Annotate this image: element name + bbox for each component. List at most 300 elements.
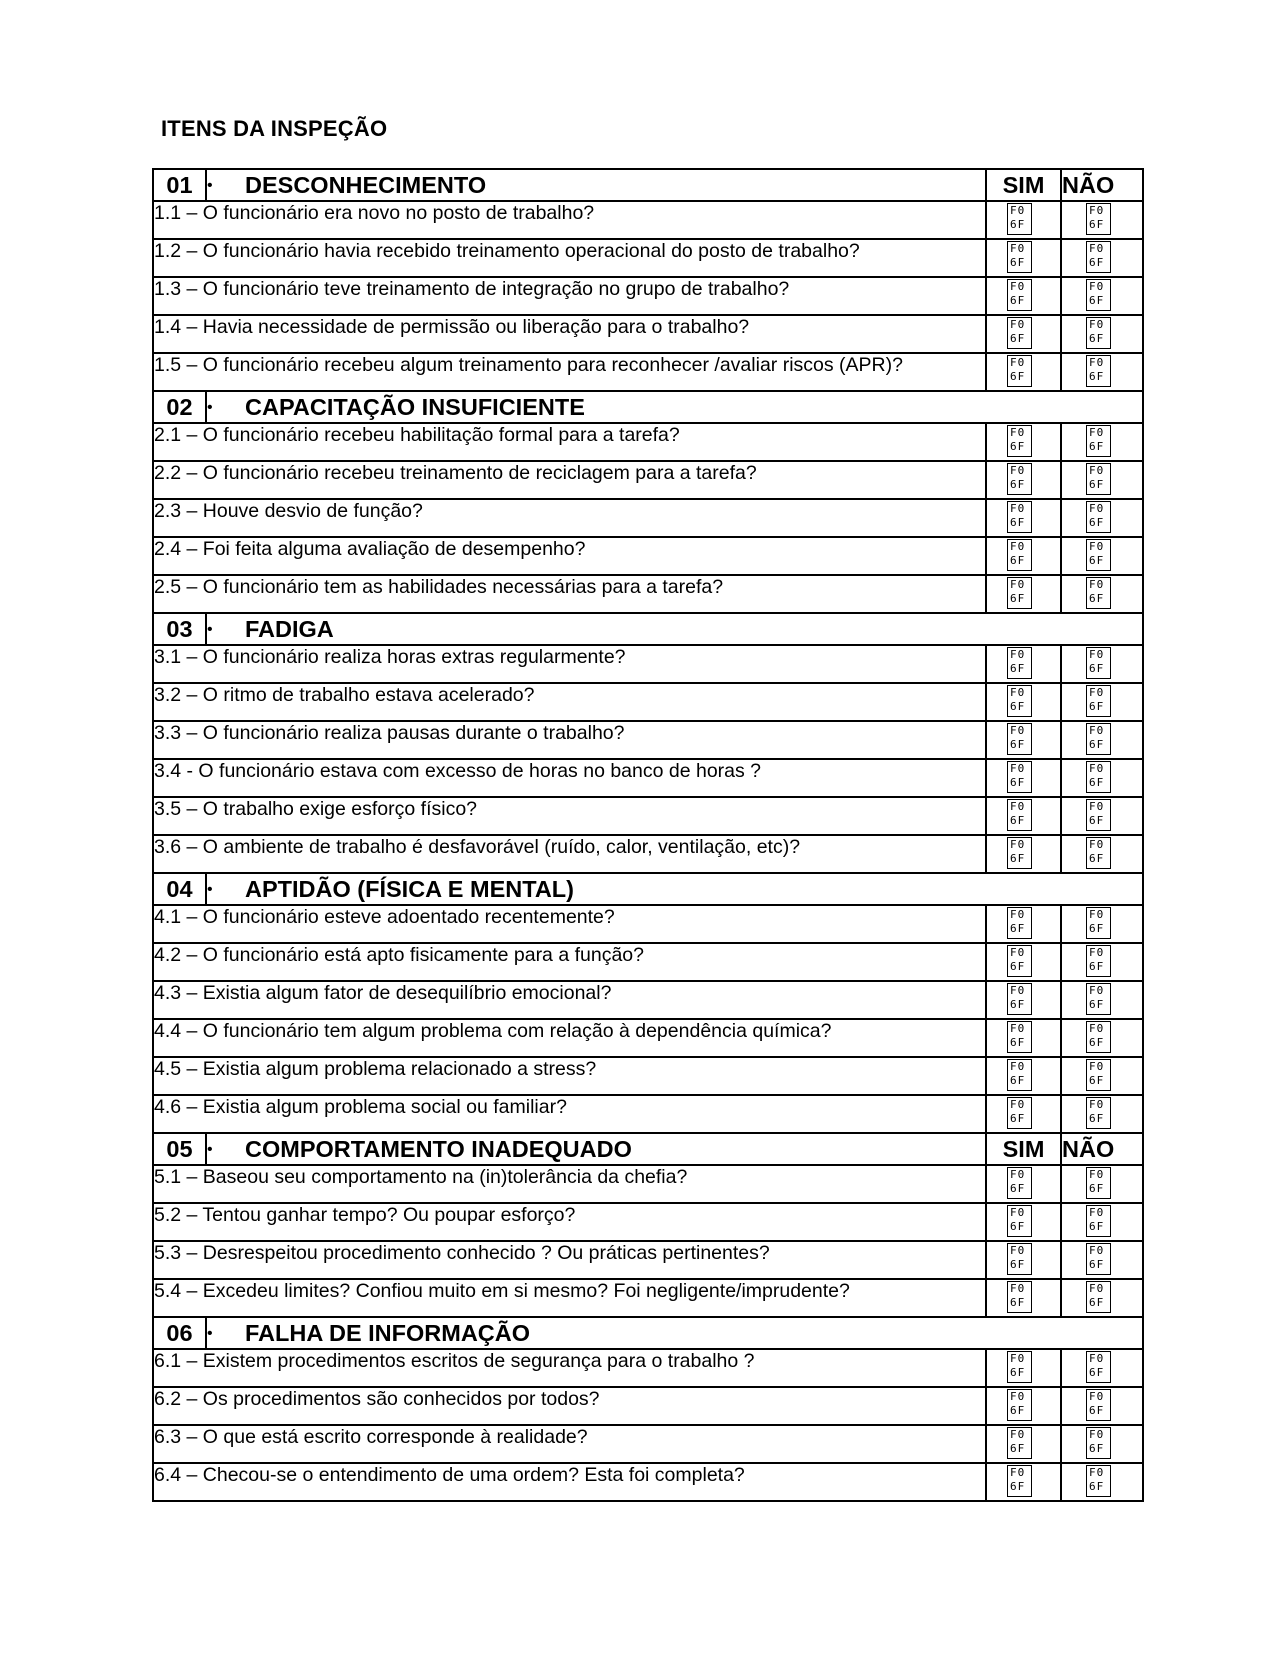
question-row [153, 315, 1143, 353]
sim-checkbox[interactable] [1007, 1389, 1032, 1421]
checkbox-code-line1: F0 [1089, 502, 1105, 515]
checkbox-code-line1: F0 [1089, 762, 1105, 775]
checkbox-code-line1: F0 [1010, 984, 1026, 997]
nao-answer-cell [1061, 905, 1143, 943]
nao-checkbox[interactable] [1086, 241, 1111, 273]
question-row [153, 1463, 1143, 1501]
checkbox-code-line2: 6F [1010, 1074, 1026, 1087]
nao-answer-cell [1061, 461, 1143, 499]
sim-answer-cell [986, 575, 1061, 613]
bullet-icon: • [207, 399, 213, 417]
nao-answer-cell [1061, 1241, 1143, 1279]
sim-checkbox[interactable] [1007, 1281, 1032, 1313]
sim-answer-cell [986, 645, 1061, 683]
nao-checkbox[interactable] [1086, 1243, 1111, 1275]
sim-answer-cell [986, 1165, 1061, 1203]
checkbox-code-line1: F0 [1089, 1390, 1105, 1403]
nao-checkbox[interactable] [1086, 983, 1111, 1015]
sim-answer-cell [986, 1057, 1061, 1095]
checkbox-code-line1: F0 [1010, 1206, 1026, 1219]
section-number: 04 [153, 873, 206, 905]
question-text: 4.4 – O funcionário tem algum problema com relação à dependência química? [153, 1019, 986, 1057]
checkbox-code-line1: F0 [1089, 578, 1105, 591]
column-header-nao: NÃO [1061, 169, 1143, 201]
section-header [153, 873, 1143, 905]
checkbox-code-line1: F0 [1010, 838, 1026, 851]
sim-checkbox[interactable] [1007, 799, 1032, 831]
section-title-cell [206, 873, 1143, 905]
checkbox-code-line1: F0 [1010, 1428, 1026, 1441]
checkbox-code-line1: F0 [1010, 540, 1026, 553]
question-text: 1.5 – O funcionário recebeu algum treinamento para reconhecer /avaliar riscos (APR)? [153, 353, 986, 391]
sim-checkbox[interactable] [1007, 463, 1032, 495]
nao-checkbox[interactable] [1086, 945, 1111, 977]
sim-checkbox[interactable] [1007, 241, 1032, 273]
nao-answer-cell [1061, 575, 1143, 613]
sim-checkbox[interactable] [1007, 837, 1032, 869]
checkbox-code-line2: 6F [1010, 960, 1026, 973]
checkbox-code-line2: 6F [1089, 1366, 1105, 1379]
sim-checkbox[interactable] [1007, 907, 1032, 939]
nao-checkbox[interactable] [1086, 463, 1111, 495]
checkbox-code-line2: 6F [1089, 1480, 1105, 1493]
checkbox-code-line2: 6F [1010, 440, 1026, 453]
sim-answer-cell [986, 683, 1061, 721]
checkbox-code-line2: 6F [1010, 554, 1026, 567]
checkbox-code-line1: F0 [1089, 1282, 1105, 1295]
sim-checkbox[interactable] [1007, 1465, 1032, 1497]
sim-checkbox[interactable] [1007, 723, 1032, 755]
checkbox-code-line2: 6F [1089, 1404, 1105, 1417]
nao-answer-cell [1061, 277, 1143, 315]
question-row [153, 645, 1143, 683]
checkbox-code-line2: 6F [1010, 1182, 1026, 1195]
sim-answer-cell [986, 1387, 1061, 1425]
sim-answer-cell [986, 499, 1061, 537]
sim-answer-cell [986, 797, 1061, 835]
checkbox-code-line1: F0 [1089, 204, 1105, 217]
nao-checkbox[interactable] [1086, 1059, 1111, 1091]
question-row [153, 981, 1143, 1019]
nao-answer-cell [1061, 537, 1143, 575]
checkbox-code-line1: F0 [1089, 648, 1105, 661]
question-text: 3.2 – O ritmo de trabalho estava acelerado? [153, 683, 986, 721]
question-text: 5.1 – Baseou seu comportamento na (in)tolerância da chefia? [153, 1165, 986, 1203]
sim-answer-cell [986, 1279, 1061, 1317]
checkbox-code-line1: F0 [1089, 318, 1105, 331]
question-row [153, 1279, 1143, 1317]
checkbox-code-line1: F0 [1089, 464, 1105, 477]
checkbox-code-line2: 6F [1089, 256, 1105, 269]
sim-checkbox[interactable] [1007, 317, 1032, 349]
checkbox-code-line2: 6F [1010, 1112, 1026, 1125]
checkbox-code-line1: F0 [1010, 724, 1026, 737]
section-title-cell [206, 169, 986, 201]
checkbox-code-line1: F0 [1010, 318, 1026, 331]
section-title: APTIDÃO (FÍSICA E MENTAL) [245, 875, 574, 902]
nao-checkbox[interactable] [1086, 203, 1111, 235]
nao-answer-cell [1061, 353, 1143, 391]
nao-answer-cell [1061, 721, 1143, 759]
sim-answer-cell [986, 277, 1061, 315]
checkbox-code-line2: 6F [1089, 814, 1105, 827]
checkbox-code-line2: 6F [1010, 1220, 1026, 1233]
checkbox-code-line1: F0 [1010, 502, 1026, 515]
nao-answer-cell [1061, 1057, 1143, 1095]
checkbox-code-line2: 6F [1089, 440, 1105, 453]
question-text: 3.5 – O trabalho exige esforço físico? [153, 797, 986, 835]
sim-answer-cell [986, 315, 1061, 353]
checkbox-code-line1: F0 [1010, 1244, 1026, 1257]
checkbox-code-line2: 6F [1010, 922, 1026, 935]
checkbox-code-line1: F0 [1010, 356, 1026, 369]
sim-answer-cell [986, 353, 1061, 391]
checkbox-code-line2: 6F [1010, 256, 1026, 269]
sim-checkbox[interactable] [1007, 279, 1032, 311]
checkbox-code-line2: 6F [1089, 1220, 1105, 1233]
sim-checkbox[interactable] [1007, 501, 1032, 533]
checkbox-code-line1: F0 [1010, 1060, 1026, 1073]
section-header [153, 1133, 1143, 1165]
sim-checkbox[interactable] [1007, 761, 1032, 793]
question-text: 6.2 – Os procedimentos são conhecidos por todos? [153, 1387, 986, 1425]
sim-answer-cell [986, 1425, 1061, 1463]
checkbox-code-line2: 6F [1010, 998, 1026, 1011]
sim-checkbox[interactable] [1007, 577, 1032, 609]
question-row [153, 1349, 1143, 1387]
sim-answer-cell [986, 905, 1061, 943]
checkbox-code-line1: F0 [1089, 908, 1105, 921]
checkbox-code-line1: F0 [1089, 984, 1105, 997]
section-title: CAPACITAÇÃO INSUFICIENTE [245, 393, 585, 420]
sim-checkbox[interactable] [1007, 355, 1032, 387]
checkbox-code-line1: F0 [1010, 800, 1026, 813]
bullet-icon: • [207, 881, 213, 899]
checkbox-code-line1: F0 [1089, 280, 1105, 293]
checkbox-code-line1: F0 [1089, 1244, 1105, 1257]
sim-checkbox[interactable] [1007, 1205, 1032, 1237]
checkbox-code-line2: 6F [1010, 776, 1026, 789]
checkbox-code-line1: F0 [1089, 838, 1105, 851]
bullet-icon: • [207, 1325, 213, 1343]
nao-answer-cell [1061, 1463, 1143, 1501]
question-text: 3.1 – O funcionário realiza horas extras regularmente? [153, 645, 986, 683]
sim-answer-cell [986, 1019, 1061, 1057]
section-number: 01 [153, 169, 206, 201]
checkbox-code-line1: F0 [1010, 1352, 1026, 1365]
checkbox-code-line2: 6F [1010, 516, 1026, 529]
question-row [153, 943, 1143, 981]
question-row [153, 1165, 1143, 1203]
checkbox-code-line2: 6F [1089, 294, 1105, 307]
question-row [153, 1241, 1143, 1279]
checkbox-code-line2: 6F [1010, 738, 1026, 751]
nao-answer-cell [1061, 683, 1143, 721]
nao-checkbox[interactable] [1086, 1351, 1111, 1383]
checkbox-code-line2: 6F [1089, 700, 1105, 713]
sim-checkbox[interactable] [1007, 1167, 1032, 1199]
question-row [153, 201, 1143, 239]
column-header-sim: SIM [986, 169, 1061, 201]
sim-checkbox[interactable] [1007, 983, 1032, 1015]
question-row [153, 683, 1143, 721]
page-title: ITENS DA INSPEÇÃO [161, 116, 388, 141]
checkbox-code-line2: 6F [1010, 218, 1026, 231]
sim-answer-cell [986, 943, 1061, 981]
checkbox-code-line2: 6F [1089, 370, 1105, 383]
sim-answer-cell [986, 759, 1061, 797]
nao-checkbox[interactable] [1086, 1427, 1111, 1459]
question-text: 6.4 – Checou-se o entendimento de uma ordem? Esta foi completa? [153, 1463, 986, 1501]
sim-answer-cell [986, 423, 1061, 461]
sim-checkbox[interactable] [1007, 1021, 1032, 1053]
inspection-table [152, 168, 1144, 1502]
sim-answer-cell [986, 721, 1061, 759]
checkbox-code-line2: 6F [1089, 852, 1105, 865]
checkbox-code-line2: 6F [1089, 592, 1105, 605]
nao-checkbox[interactable] [1086, 1097, 1111, 1129]
bullet-icon: • [207, 621, 213, 639]
checkbox-code-line1: F0 [1010, 686, 1026, 699]
checkbox-code-line2: 6F [1010, 852, 1026, 865]
checkbox-code-line1: F0 [1089, 540, 1105, 553]
question-row [153, 537, 1143, 575]
section-header [153, 613, 1143, 645]
question-text: 4.2 – O funcionário está apto fisicamente para a função? [153, 943, 986, 981]
section-title-cell [206, 1317, 1143, 1349]
nao-checkbox[interactable] [1086, 279, 1111, 311]
nao-answer-cell [1061, 645, 1143, 683]
nao-answer-cell [1061, 239, 1143, 277]
checkbox-code-line2: 6F [1010, 1258, 1026, 1271]
nao-checkbox[interactable] [1086, 647, 1111, 679]
section-title-cell [206, 1133, 986, 1165]
checkbox-code-line1: F0 [1010, 426, 1026, 439]
question-row [153, 1019, 1143, 1057]
nao-checkbox[interactable] [1086, 1389, 1111, 1421]
question-text: 3.3 – O funcionário realiza pausas durante o trabalho? [153, 721, 986, 759]
sim-answer-cell [986, 1203, 1061, 1241]
nao-checkbox[interactable] [1086, 685, 1111, 717]
section-number: 03 [153, 613, 206, 645]
checkbox-code-line1: F0 [1010, 1098, 1026, 1111]
checkbox-code-line1: F0 [1010, 464, 1026, 477]
sim-checkbox[interactable] [1007, 1243, 1032, 1275]
question-text: 1.1 – O funcionário era novo no posto de trabalho? [153, 201, 986, 239]
nao-checkbox[interactable] [1086, 355, 1111, 387]
checkbox-code-line2: 6F [1089, 960, 1105, 973]
checkbox-code-line2: 6F [1089, 478, 1105, 491]
sim-checkbox[interactable] [1007, 1097, 1032, 1129]
checkbox-code-line2: 6F [1010, 1442, 1026, 1455]
question-text: 5.2 – Tentou ganhar tempo? Ou poupar esforço? [153, 1203, 986, 1241]
question-row [153, 423, 1143, 461]
checkbox-code-line2: 6F [1089, 1442, 1105, 1455]
checkbox-code-line1: F0 [1089, 356, 1105, 369]
nao-checkbox[interactable] [1086, 837, 1111, 869]
checkbox-code-line1: F0 [1089, 1466, 1105, 1479]
nao-checkbox[interactable] [1086, 761, 1111, 793]
checkbox-code-line1: F0 [1010, 1282, 1026, 1295]
sim-checkbox[interactable] [1007, 685, 1032, 717]
section-title-cell [206, 613, 1143, 645]
question-text: 3.4 - O funcionário estava com excesso de horas no banco de horas ? [153, 759, 986, 797]
sim-checkbox[interactable] [1007, 203, 1032, 235]
question-text: 1.3 – O funcionário teve treinamento de integração no grupo de trabalho? [153, 277, 986, 315]
question-text: 2.1 – O funcionário recebeu habilitação formal para a tarefa? [153, 423, 986, 461]
nao-checkbox[interactable] [1086, 539, 1111, 571]
checkbox-code-line2: 6F [1010, 1296, 1026, 1309]
sim-checkbox[interactable] [1007, 1427, 1032, 1459]
question-row [153, 721, 1143, 759]
question-text: 4.6 – Existia algum problema social ou familiar? [153, 1095, 986, 1133]
checkbox-code-line2: 6F [1089, 662, 1105, 675]
checkbox-code-line1: F0 [1010, 242, 1026, 255]
checkbox-code-line1: F0 [1089, 724, 1105, 737]
nao-checkbox[interactable] [1086, 317, 1111, 349]
nao-answer-cell [1061, 759, 1143, 797]
sim-answer-cell [986, 981, 1061, 1019]
checkbox-code-line1: F0 [1010, 280, 1026, 293]
checkbox-code-line1: F0 [1089, 1168, 1105, 1181]
checkbox-code-line1: F0 [1010, 648, 1026, 661]
question-row [153, 1057, 1143, 1095]
sim-answer-cell [986, 1095, 1061, 1133]
question-row [153, 797, 1143, 835]
nao-checkbox[interactable] [1086, 907, 1111, 939]
question-row [153, 499, 1143, 537]
checkbox-code-line1: F0 [1010, 762, 1026, 775]
nao-checkbox[interactable] [1086, 723, 1111, 755]
section-title: FALHA DE INFORMAÇÃO [245, 1319, 531, 1346]
question-text: 1.2 – O funcionário havia recebido treinamento operacional do posto de trabalho? [153, 239, 986, 277]
question-row [153, 353, 1143, 391]
sim-answer-cell [986, 537, 1061, 575]
sim-answer-cell [986, 1463, 1061, 1501]
nao-checkbox[interactable] [1086, 1021, 1111, 1053]
section-title: DESCONHECIMENTO [245, 171, 487, 198]
section-title: FADIGA [245, 615, 334, 642]
nao-answer-cell [1061, 1165, 1143, 1203]
question-text: 2.3 – Houve desvio de função? [153, 499, 986, 537]
checkbox-code-line2: 6F [1089, 1112, 1105, 1125]
question-text: 5.3 – Desrespeitou procedimento conhecido ? Ou práticas pertinentes? [153, 1241, 986, 1279]
nao-answer-cell [1061, 1019, 1143, 1057]
question-text: 1.4 – Havia necessidade de permissão ou liberação para o trabalho? [153, 315, 986, 353]
checkbox-code-line1: F0 [1089, 1352, 1105, 1365]
nao-checkbox[interactable] [1086, 1281, 1111, 1313]
nao-checkbox[interactable] [1086, 501, 1111, 533]
nao-checkbox[interactable] [1086, 1205, 1111, 1237]
nao-answer-cell [1061, 1387, 1143, 1425]
column-header-nao: NÃO [1061, 1133, 1143, 1165]
sim-checkbox[interactable] [1007, 945, 1032, 977]
section-title-cell [206, 391, 1143, 423]
checkbox-code-line2: 6F [1010, 478, 1026, 491]
sim-answer-cell [986, 835, 1061, 873]
checkbox-code-line2: 6F [1010, 1480, 1026, 1493]
nao-checkbox[interactable] [1086, 425, 1111, 457]
nao-answer-cell [1061, 835, 1143, 873]
nao-checkbox[interactable] [1086, 1167, 1111, 1199]
section-header [153, 169, 1143, 201]
question-row [153, 1095, 1143, 1133]
checkbox-code-line1: F0 [1010, 1022, 1026, 1035]
nao-answer-cell [1061, 943, 1143, 981]
checkbox-code-line2: 6F [1010, 1036, 1026, 1049]
checkbox-code-line1: F0 [1089, 1428, 1105, 1441]
sim-checkbox[interactable] [1007, 647, 1032, 679]
checkbox-code-line2: 6F [1010, 592, 1026, 605]
checkbox-code-line2: 6F [1010, 700, 1026, 713]
checkbox-code-line2: 6F [1089, 554, 1105, 567]
section-header [153, 1317, 1143, 1349]
question-text: 3.6 – O ambiente de trabalho é desfavorável (ruído, calor, ventilação, etc)? [153, 835, 986, 873]
checkbox-code-line2: 6F [1010, 294, 1026, 307]
checkbox-code-line1: F0 [1089, 800, 1105, 813]
checkbox-code-line2: 6F [1089, 332, 1105, 345]
section-number: 02 [153, 391, 206, 423]
question-text: 4.1 – O funcionário esteve adoentado recentemente? [153, 905, 986, 943]
bullet-icon: • [207, 177, 213, 195]
question-text: 5.4 – Excedeu limites? Confiou muito em si mesmo? Foi negligente/imprudente? [153, 1279, 986, 1317]
sim-checkbox[interactable] [1007, 539, 1032, 571]
question-row [153, 575, 1143, 613]
checkbox-code-line2: 6F [1089, 1182, 1105, 1195]
nao-answer-cell [1061, 797, 1143, 835]
checkbox-code-line2: 6F [1089, 1036, 1105, 1049]
question-text: 2.4 – Foi feita alguma avaliação de desempenho? [153, 537, 986, 575]
sim-checkbox[interactable] [1007, 425, 1032, 457]
nao-answer-cell [1061, 1349, 1143, 1387]
checkbox-code-line1: F0 [1089, 1206, 1105, 1219]
nao-answer-cell [1061, 423, 1143, 461]
checkbox-code-line1: F0 [1089, 1098, 1105, 1111]
section-number: 06 [153, 1317, 206, 1349]
sim-answer-cell [986, 1349, 1061, 1387]
question-row [153, 461, 1143, 499]
nao-answer-cell [1061, 1279, 1143, 1317]
sim-checkbox[interactable] [1007, 1351, 1032, 1383]
checkbox-code-line1: F0 [1089, 1022, 1105, 1035]
question-row [153, 277, 1143, 315]
checkbox-code-line2: 6F [1089, 922, 1105, 935]
question-row [153, 1425, 1143, 1463]
checkbox-code-line2: 6F [1010, 332, 1026, 345]
column-header-sim: SIM [986, 1133, 1061, 1165]
nao-answer-cell [1061, 201, 1143, 239]
nao-checkbox[interactable] [1086, 577, 1111, 609]
section-number: 05 [153, 1133, 206, 1165]
checkbox-code-line2: 6F [1089, 1296, 1105, 1309]
sim-checkbox[interactable] [1007, 1059, 1032, 1091]
nao-answer-cell [1061, 1095, 1143, 1133]
question-row [153, 1387, 1143, 1425]
checkbox-code-line1: F0 [1089, 1060, 1105, 1073]
nao-answer-cell [1061, 1203, 1143, 1241]
nao-answer-cell [1061, 315, 1143, 353]
question-row [153, 835, 1143, 873]
section-title: COMPORTAMENTO INADEQUADO [245, 1135, 632, 1162]
question-text: 6.1 – Existem procedimentos escritos de segurança para o trabalho ? [153, 1349, 986, 1387]
nao-checkbox[interactable] [1086, 1465, 1111, 1497]
checkbox-code-line1: F0 [1089, 946, 1105, 959]
question-row [153, 905, 1143, 943]
checkbox-code-line2: 6F [1010, 814, 1026, 827]
checkbox-code-line1: F0 [1010, 1390, 1026, 1403]
nao-checkbox[interactable] [1086, 799, 1111, 831]
question-row [153, 239, 1143, 277]
